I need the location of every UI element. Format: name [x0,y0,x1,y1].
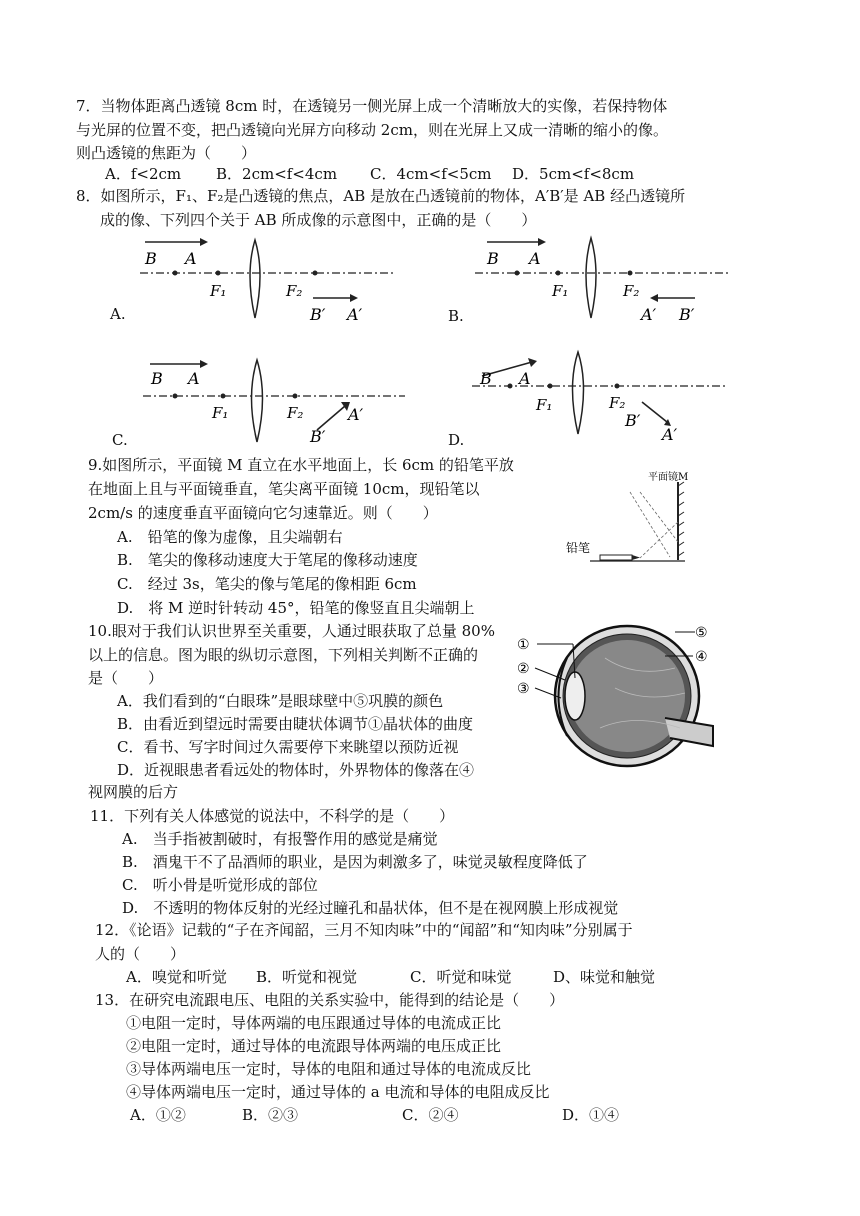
q8-diagram-c [105,340,435,450]
q8d-label-f1: F₁ [536,396,553,414]
q9-stem-line3: 2cm/s 的速度垂直平面镜向它匀速靠近。则（ ） [88,504,438,522]
q13-stem: 13．在研究电流跟电压、电阻的关系实验中，能得到的结论是（ ） [95,991,565,1009]
q7-option-d: D．5cm<f<8cm [512,165,635,183]
q12-stem-line1: 12．《论语》记载的“子在齐闻韶，三月不知肉味”中的“闻韶”和“知肉味”分别属于 [95,921,633,939]
q8c-label-b: B [151,369,163,388]
q8b-label-ap: A′ [641,305,657,324]
eye-label-3: ③ [517,681,530,697]
q9-mirror-figure [560,462,700,572]
q10-eye-diagram [515,618,725,778]
q9-stem-line1: 9.如图所示，平面镜 M 直立在水平地面上，长 6cm 的铅笔平放 [88,456,514,474]
q8c-label-ap: A′ [348,405,364,424]
eye-label-2: ② [517,661,530,677]
q13-option-d: D．①④ [562,1106,620,1124]
q8d-label-bp: B′ [625,411,641,430]
q13-conclusion-4: ④导体两端电压一定时，通过导体的 a 电流和导体的电阻成反比 [126,1083,550,1101]
q11-option-b: B. 酒鬼干不了品酒师的职业，是因为刺激多了，味觉灵敏程度降低了 [122,853,588,871]
q9-stem-line2: 在地面上且与平面镜垂直，笔尖离平面镜 10cm，现铅笔以 [88,480,480,498]
q8-diagram-d [462,340,762,450]
q8d-label-f2: F₂ [609,394,626,412]
q11-option-c: C. 听小骨是听觉形成的部位 [122,876,318,894]
q13-conclusion-2: ②电阻一定时，通过导体的电流跟导体两端的电压成正比 [126,1037,502,1055]
q10-option-c: C．看书、写字时间过久需要停下来眺望以预防近视 [117,738,459,756]
q8b-label-b: B [487,249,499,268]
q12-stem-line2: 人的（ ） [95,945,186,963]
q10-stem-line3: 是（ ） [88,669,164,687]
q9-option-b: B. 笔尖的像移动速度大于笔尾的像移动速度 [117,551,418,569]
q8d-label-b: B [480,369,492,388]
q8-stem-line1: 8．如图所示，F₁、F₂是凸透镜的焦点，AB 是放在凸透镜前的物体，A′B′是 AB 经凸透镜所 [76,187,686,205]
eye-label-5: ⑤ [695,625,708,641]
q8-option-d-label: D. [448,431,465,449]
q8b-label-f1: F₁ [552,282,569,300]
q9-pencil-label: 铅笔 [566,541,591,555]
q8d-label-a: A [519,369,531,388]
q11-option-a: A. 当手指被割破时，有报警作用的感觉是痛觉 [122,830,438,848]
q8-option-a-label: A. [110,305,126,323]
q8a-label-b: B [145,249,157,268]
q7-option-b: B．2cm<f<4cm [216,165,338,183]
q8a-label-ap: A′ [347,305,363,324]
q7-stem-line3: 则凸透镜的焦距为（ ） [76,144,257,162]
q13-conclusion-3: ③导体两端电压一定时，导体的电阻和通过导体的电流成反比 [126,1060,532,1078]
q8a-label-bp: B′ [310,305,326,324]
q8c-label-f2: F₂ [287,404,304,422]
q12-option-c: C．听觉和味觉 [410,968,512,986]
q10-option-a: A．我们看到的“白眼珠”是眼球壁中⑤巩膜的颜色 [117,692,444,710]
q8b-label-f2: F₂ [623,282,640,300]
q7-option-c: C．4cm<f<5cm [370,165,492,183]
q13-conclusion-1: ①电阻一定时，导体两端的电压跟通过导体的电流成正比 [126,1014,502,1032]
q11-stem: 11．下列有关人体感觉的说法中，不科学的是（ ） [90,807,455,825]
q8-diagram-b [465,228,755,328]
q13-option-a: A．①② [130,1106,186,1124]
q13-option-b: B．②③ [242,1106,299,1124]
q8-diagram-a [105,228,435,328]
q8b-label-bp: B′ [679,305,695,324]
eye-label-4: ④ [695,649,708,665]
q7-option-a: A．f<2cm [105,165,182,183]
q8c-label-bp: B′ [310,427,326,446]
q12-option-d: D、味觉和触觉 [553,968,656,986]
q8c-label-f1: F₁ [212,404,229,422]
q12-option-b: B．听觉和视觉 [256,968,358,986]
q10-stem-line1: 10.眼对于我们认识世界至关重要，人通过眼获取了总量 80% [88,622,495,640]
q9-mirror-label: 平面镜M [648,472,689,483]
q8a-label-a: A [185,249,197,268]
q10-option-d: D．近视眼患者看远处的物体时，外界物体的像落在④ [117,761,475,779]
q10-option-b: B．由看近到望远时需要由睫状体调节①晶状体的曲度 [117,715,474,733]
q11-option-d: D. 不透明的物体反射的光经过瞳孔和晶状体，但不是在视网膜上形成视觉 [122,899,619,917]
q9-option-a: A. 铅笔的像为虚像，且尖端朝右 [117,528,343,546]
q8d-label-ap: A′ [662,425,678,444]
q7-stem-line2: 与光屏的位置不变，把凸透镜向光屏方向移动 2cm，则在光屏上又成一清晰的缩小的像。 [76,121,668,139]
q10-stem-line2: 以上的信息。图为眼的纵切示意图，下列相关判断不正确的 [88,646,479,664]
q9-option-d: D. 将 M 逆时针转动 45°，铅笔的像竖直且尖端朝上 [117,599,475,617]
q8-stem-line2: 成的像、下列四个关于 AB 所成像的示意图中，正确的是（ ） [100,211,537,229]
q8b-label-a: A [529,249,541,268]
q10-option-d-tail: 视网膜的后方 [88,783,179,801]
q8c-label-a: A [188,369,200,388]
q13-option-c: C．②④ [402,1106,459,1124]
q8a-label-f2: F₂ [286,282,303,300]
eye-label-1: ① [517,637,530,653]
q9-option-c: C. 经过 3s，笔尖的像与笔尾的像相距 6cm [117,575,417,593]
q12-option-a: A．嗅觉和听觉 [126,968,227,986]
q8-option-c-label: C. [112,431,128,449]
q7-stem-line1: 7．当物体距离凸透镜 8cm 时，在透镜另一侧光屏上成一个清晰放大的实像，若保持物体 [76,97,668,115]
q8a-label-f1: F₁ [210,282,227,300]
q8-option-b-label: B. [448,307,464,325]
